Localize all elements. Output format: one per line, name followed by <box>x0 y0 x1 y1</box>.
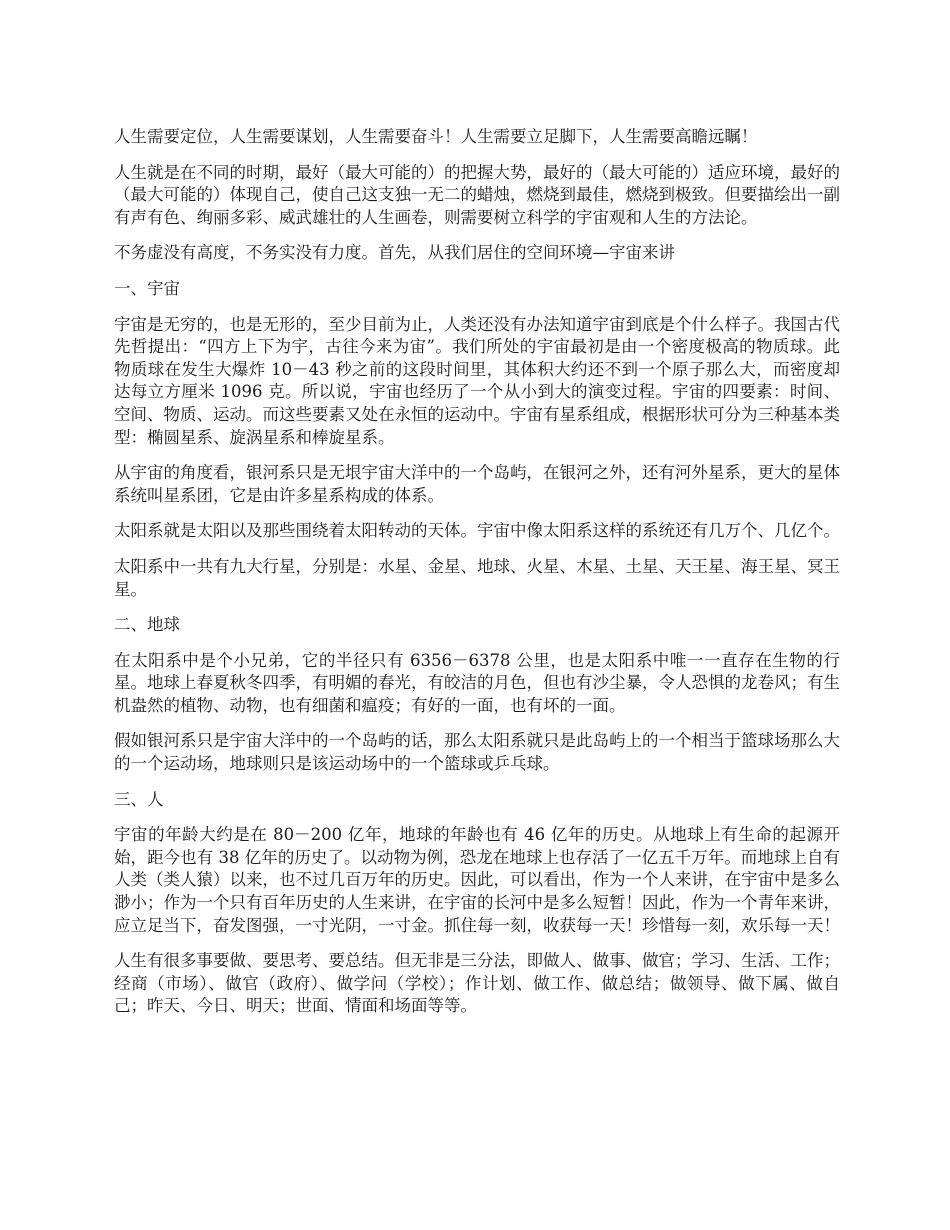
section-heading-earth: 二、地球 <box>114 615 180 635</box>
paragraph-life-periods: 人生就是在不同的时期，最好（最大可能的）的把握大势，最好的（最大可能的）适应环境，最好的（最大可能的）体现自己，使自己这支独一无二的蜡烛，燃烧到最佳，燃烧到极致。但要描绘出一副有声有色、绚丽多彩、威武雄壮的人生画卷，则需要树立科学的宇宙观和人生的方法论。 <box>114 162 840 227</box>
paragraph-earth: 在太阳系中是个小兄弟，它的半径只有 6356－6378 公里，也是太阳系中唯一一直存在生物的行星。地球上春夏秋冬四季，有明媚的春光，有皎洁的月色，但也有沙尘暴，令人恐惧的龙卷风；有生机盎然的植物、动物，也有细菌和瘟疫；有好的一面，也有坏的一面。 <box>114 650 840 715</box>
paragraph-galaxy: 从宇宙的角度看，银河系只是无垠宇宙大洋中的一个岛屿，在银河之外，还有河外星系，更大的星体系统叫星系团，它是由许多星系构成的体系。 <box>114 463 840 505</box>
paragraph-planets: 太阳系中一共有九大行星，分别是：水星、金星、地球、火星、木星、土星、天王星、海王星、冥王星。 <box>114 556 840 599</box>
section-heading-human: 三、人 <box>114 789 164 809</box>
paragraph-human: 宇宙的年龄大约是在 80－200 亿年，地球的年龄也有 46 亿年的历史。从地球上有生命的起源开始，距今也有 38 亿年的历史了。以动物为例，恐龙在地球上也存活了一亿五千万年。而地球上自有人类（类人猿）以来，也不过几百万年的历史。因此，可以看出，作为一个人来讲，在宇宙中是多么渺小；作为一个只有百年历史的人生来讲，在宇宙的长河中是多么短暂！因此，作为一个青年来讲，应立足当下，奋发图强，一寸光阴，一寸金。抓住每一刻，收获每一天！珍惜每一刻，欢乐每一天！ <box>114 825 840 935</box>
paragraph-life-tasks: 人生有很多事要做、要思考、要总结。但无非是三分法，即做人、做事、做官；学习、生活、工作；经商（市场）、做官（政府）、做学问（学校）；作计划、做工作、做总结；做领导、做下属、做自己；昨天、今日、明天；世面、情面和场面等等。 <box>114 951 840 1016</box>
paragraph-solar-system: 太阳系就是太阳以及那些围绕着太阳转动的天体。宇宙中像太阳系这样的系统还有几万个、几亿个。 <box>114 521 840 541</box>
paragraph-transition: 不务虚没有高度，不务实没有力度。首先，从我们居住的空间环境—宇宙来讲 <box>114 243 675 263</box>
paragraph-universe: 宇宙是无穷的，也是无形的，至少目前为止，人类还没有办法知道宇宙到底是个什么样子。我国古代先哲提出：“四方上下为宇，古往今来为宙”。我们所处的宇宙最初是由一个密度极高的物质球。此物质球在发生大爆炸 10－43 秒之前的这段时间里，其体积大约还不到一个原子那么大，而密度却达每立方厘米 1096 克。所以说，宇宙也经历了一个从小到大的演变过程。宇宙的四要素：时间、空间、物质、运动。而这些要素又处在永恒的运动中。宇宙有星系组成，根据形状可分为三种基本类型：椭圆星系、旋涡星系和棒旋星系。 <box>114 314 840 447</box>
paragraph-intro: 人生需要定位，人生需要谋划，人生需要奋斗！人生需要立足脚下，人生需要高瞻远瞩！ <box>114 127 758 146</box>
document-body <box>114 126 840 1031</box>
paragraph-scale: 假如银河系只是宇宙大洋中的一个岛屿的话，那么太阳系就只是此岛屿上的一个相当于篮球场那么大的一个运动场，地球则只是该运动场中的一个篮球或乒乓球。 <box>114 731 840 774</box>
section-heading-universe: 一、宇宙 <box>114 278 180 298</box>
